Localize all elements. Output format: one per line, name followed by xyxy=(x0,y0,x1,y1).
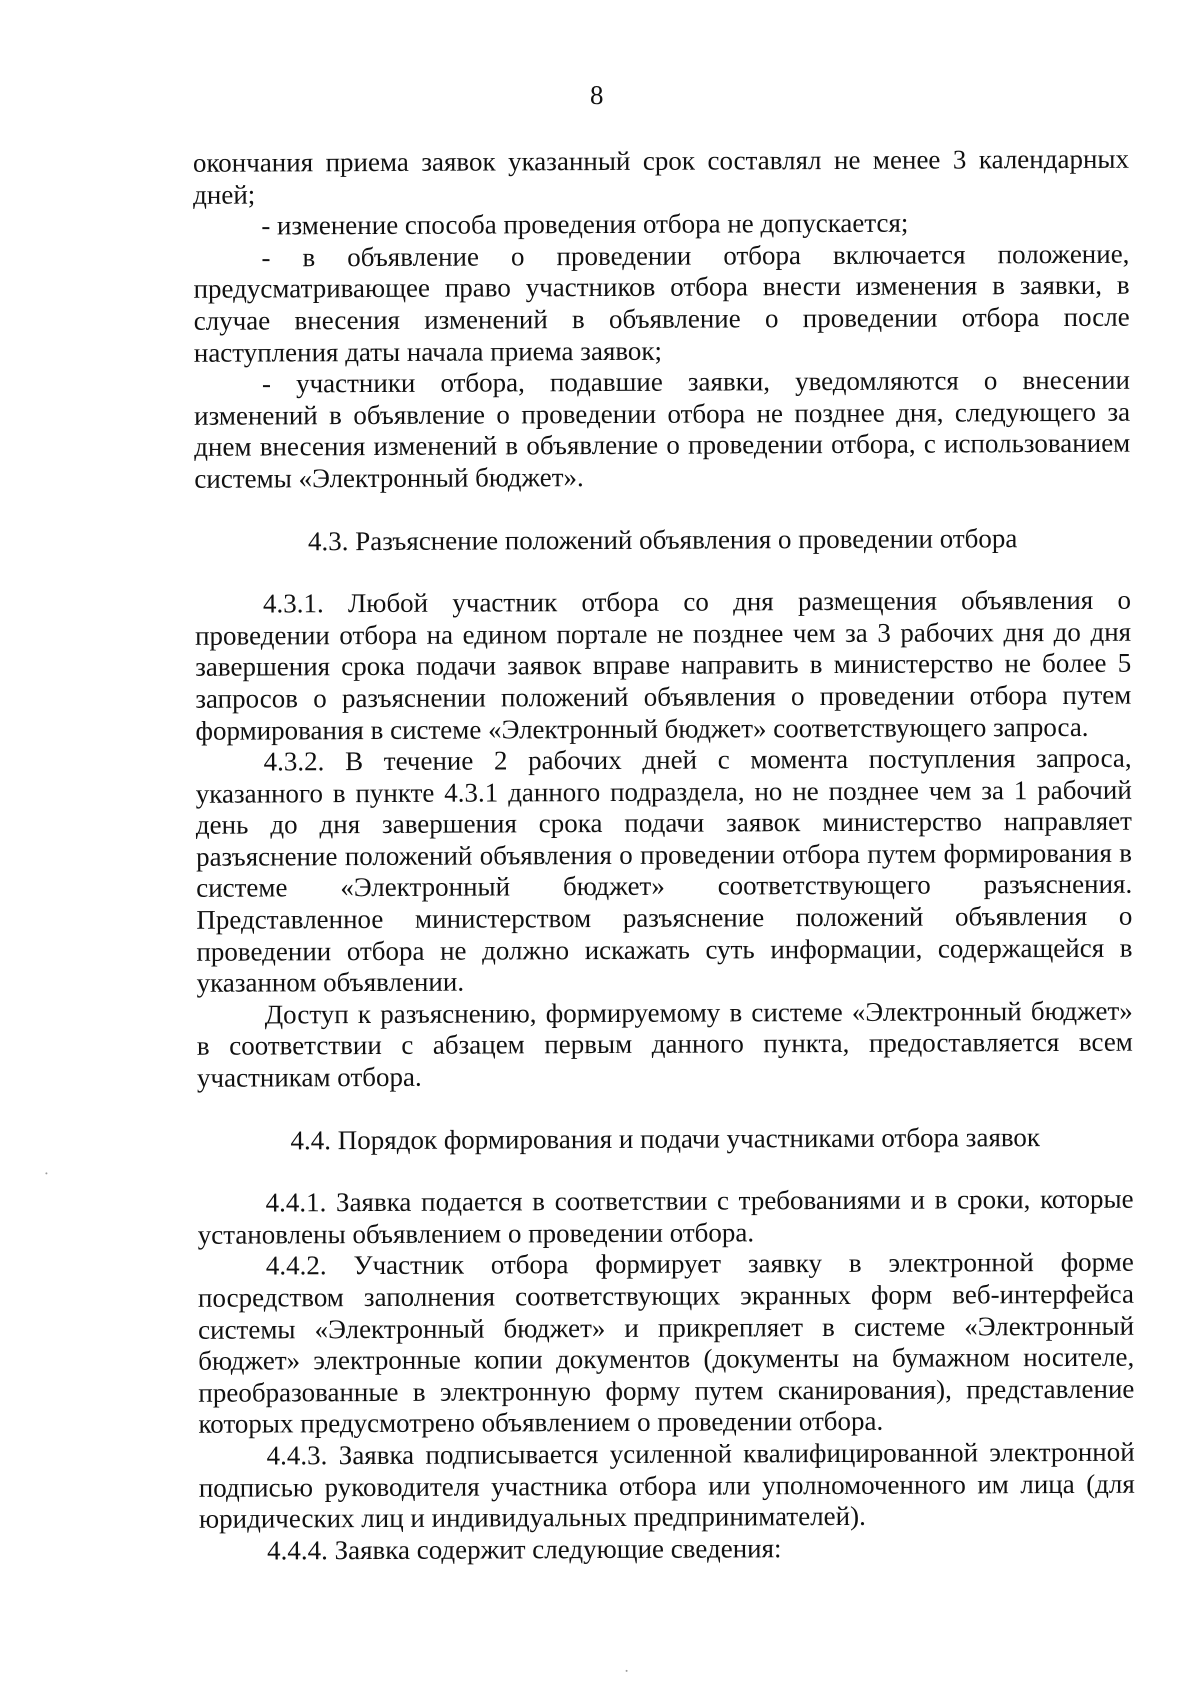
paragraph-clarification-access: Доступ к разъяснению, формируемому в системе «Электронный бюджет» в соответствии с абзацем первым данного пункта, предоставляется всем участникам отбора. xyxy=(196,995,1133,1093)
document-body xyxy=(193,144,1135,1567)
clause-4-3-2: 4.3.2. В течение 2 рабочих дней с момента поступления запроса, указанного в пункте 4.3.1 данного подраздела, но не позднее чем за 1 рабочий день до дня завершения срока подачи заявок министерство направляет разъяснение положений объявления о проведении отбора путем формирования в системе «Электронный бюджет» соответствующего разъяснения. Представленное министерством разъяснение положений объявления о проведении отбора не должно искажать суть информации, содержащейся в указанном объявлении. xyxy=(195,742,1133,999)
section-heading-4-3: 4.3. Разъяснение положений объявления о проведении отбора xyxy=(307,522,1018,556)
page-number: 8 xyxy=(589,79,604,111)
scan-speck xyxy=(626,1670,628,1672)
list-item-amendment-provision: - в объявление о проведении отбора включается положение, предусматривающее право участников отбора внести изменения в заявки, в случае внесения изменений в объявление о проведении отбора после наступления даты начала приема заявок; xyxy=(193,238,1130,368)
clause-4-4-4: 4.4.4. Заявка содержит следующие сведения: xyxy=(266,1532,782,1566)
list-item-participant-notification: - участники отбора, подавшие заявки, уведомляются о внесении изменений в объявление о проведении отбора не позднее дня, следующего за днем внесения изменений в объявление о проведении отбора, с использованием системы «Электронный бюджет». xyxy=(194,364,1131,494)
clause-4-4-1: 4.4.1. Заявка подается в соответствии с требованиями и в сроки, которые установлены объявлением о проведении отбора. xyxy=(197,1183,1134,1250)
clause-4-3-1: 4.3.1. Любой участник отбора со дня размещения объявления о проведении отбора на едином портале не позднее чем за 3 рабочих дня до дня завершения срока подачи заявок вправе направить в министерство не более 5 запросов о разъяснении положений объявления о проведении отбора путем формирования в системе «Электронный бюджет» соответствующего запроса. xyxy=(195,584,1132,746)
section-heading-4-4: 4.4. Порядок формирования и подачи участниками отбора заявок xyxy=(290,1121,1041,1155)
scan-speck xyxy=(45,1172,47,1174)
list-item-method-change: - изменение способа проведения отбора не допускается; xyxy=(261,207,909,241)
paragraph-continuation: окончания приема заявок указанный срок составлял не менее 3 календарных дней; xyxy=(192,143,1130,210)
clause-4-4-2: 4.4.2. Участник отбора формирует заявку в электронной форме посредством заполнения соответствующих экранных форм веб-интерфейса системы «Электронный бюджет» и прикрепляет в системе «Электронный бюджет» электронные копии документов (документы на бумажном носителе, преобразованные в электронную форму путем сканирования), представление которых предусмотрено объявлением о проведении отбора. xyxy=(197,1247,1135,1440)
clause-4-4-3: 4.4.3. Заявка подписывается усиленной квалифицированной электронной подписью руководителя участника отбора или уполномоченного им лица (для юридических лиц и индивидуальных предпринимателей). xyxy=(198,1436,1135,1534)
